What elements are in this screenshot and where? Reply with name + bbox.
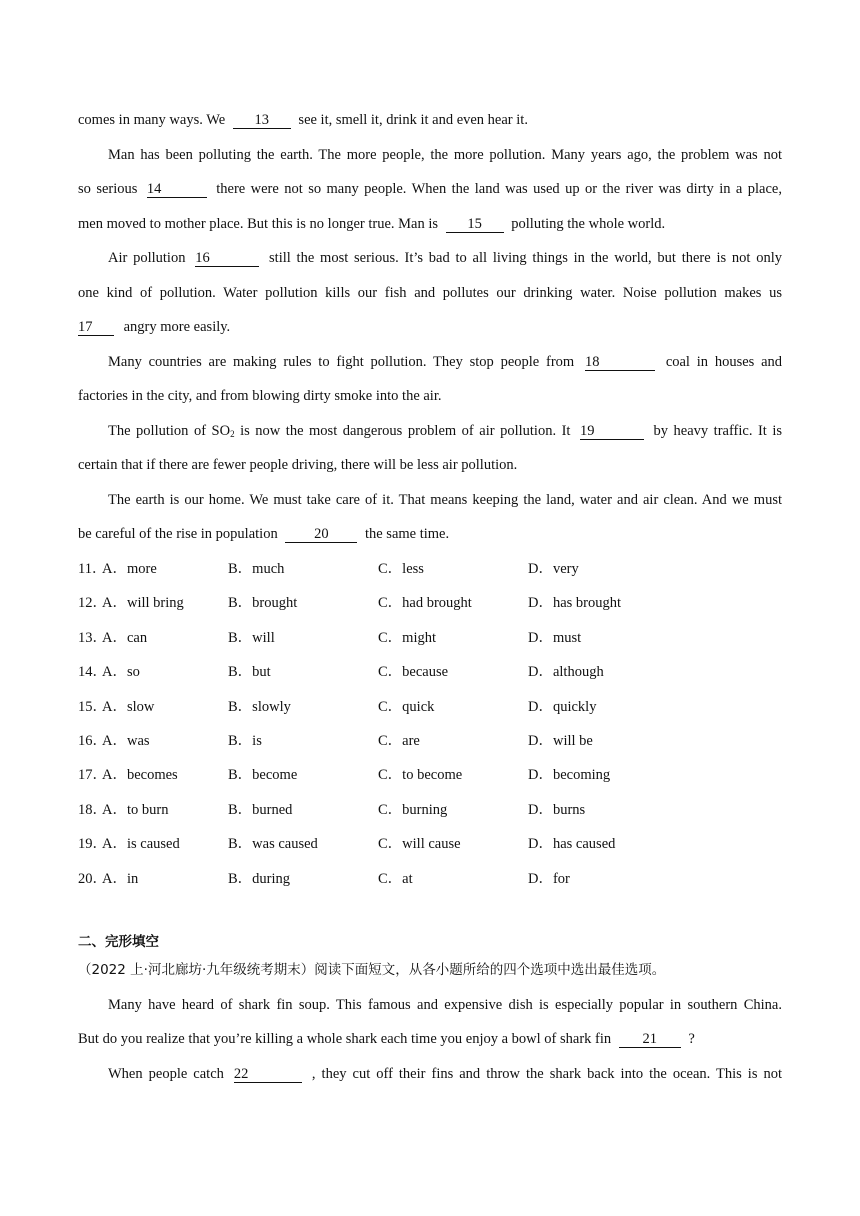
text: But do you realize that you’re killing a whole shark each time you enjoy a bowl of shark fin <box>78 1031 612 1047</box>
option-d[interactable]: D．very <box>528 561 579 577</box>
question-number: 15． <box>78 699 107 715</box>
option-a[interactable]: A．slow <box>102 699 155 715</box>
blank-19: 19 <box>580 423 644 440</box>
text: the same time. <box>364 526 450 542</box>
text: coal in houses and <box>665 354 783 370</box>
option-d[interactable]: D．becoming <box>528 767 611 783</box>
text: men moved to mother place. But this is no longer true. Man is <box>78 216 439 232</box>
question-number: 16． <box>78 733 107 749</box>
option-b[interactable]: B．slowly <box>228 699 291 715</box>
option-c[interactable]: C．quick <box>378 699 435 715</box>
passage-line <box>108 1064 782 1084</box>
option-b[interactable]: B．brought <box>228 595 298 611</box>
passage-line <box>78 524 782 544</box>
option-c[interactable]: C．because <box>378 664 449 680</box>
blank-13: 13 <box>233 112 291 129</box>
option-d[interactable]: D．burns <box>528 802 586 818</box>
text: by heavy traffic. It is <box>653 423 783 439</box>
option-d[interactable]: D．must <box>528 630 582 646</box>
blank-20: 20 <box>285 526 357 543</box>
passage-line: certain that if there are fewer people driving, there will be less air pollution. <box>78 457 518 473</box>
text: Many countries are making rules to fight pollution. They stop people from <box>108 354 575 370</box>
question-number: 20． <box>78 871 107 887</box>
option-c[interactable]: C．had brought <box>378 595 472 611</box>
question-number: 18． <box>78 802 107 818</box>
option-a[interactable]: A．more <box>102 561 157 577</box>
option-b[interactable]: B．during <box>228 871 291 887</box>
passage-line <box>108 421 782 444</box>
option-b[interactable]: B．but <box>228 664 271 680</box>
blank-21: 21 <box>619 1031 681 1048</box>
passage-line <box>78 110 782 130</box>
question-number: 13． <box>78 630 107 646</box>
blank-16: 16 <box>195 250 259 267</box>
option-b[interactable]: B．is <box>228 733 262 749</box>
text: still the most serious. It’s bad to all living things in the world, but there is not only <box>269 250 782 266</box>
option-c[interactable]: C．burning <box>378 802 448 818</box>
option-b[interactable]: B．much <box>228 561 285 577</box>
option-d[interactable]: D．for <box>528 871 570 887</box>
text: see it, smell it, drink it and even hear it. <box>298 112 528 128</box>
text: When people catch <box>108 1066 224 1082</box>
passage-line: Many have heard of shark fin soup. This famous and expensive dish is especially popular in southern China. <box>108 997 782 1013</box>
question-number: 11． <box>78 561 107 577</box>
text: Air pollution <box>108 250 186 266</box>
option-c[interactable]: C．are <box>378 733 420 749</box>
text: polluting the whole world. <box>511 216 666 232</box>
option-a[interactable]: A．will bring <box>102 595 184 611</box>
option-a[interactable]: A．is caused <box>102 836 180 852</box>
text: comes in many ways. We <box>78 112 226 128</box>
passage-line: factories in the city, and from blowing dirty smoke into the air. <box>78 388 442 404</box>
text: there were not so many people. When the land was used up or the river was dirty in a place, <box>216 181 782 197</box>
option-c[interactable]: C．will cause <box>378 836 461 852</box>
option-a[interactable]: A．to burn <box>102 802 169 818</box>
option-d[interactable]: D．has caused <box>528 836 616 852</box>
text: so serious <box>78 181 138 197</box>
option-d[interactable]: D．has brought <box>528 595 622 611</box>
question-number: 19． <box>78 836 107 852</box>
option-d[interactable]: D．although <box>528 664 604 680</box>
passage-line: one kind of pollution. Water pollution kills our fish and pollutes our drinking water. Noise pollution makes us <box>78 285 782 301</box>
option-a[interactable]: A．in <box>102 871 139 887</box>
text: is now the most dangerous problem of air pollution. It <box>240 423 571 439</box>
question-number: 17． <box>78 767 107 783</box>
text: be careful of the rise in population <box>78 526 278 542</box>
blank-22: 22 <box>234 1066 302 1083</box>
option-c[interactable]: C．might <box>378 630 437 646</box>
passage-line <box>108 352 782 372</box>
option-c[interactable]: C．to become <box>378 767 463 783</box>
option-b[interactable]: B．burned <box>228 802 293 818</box>
option-d[interactable]: D．will be <box>528 733 593 749</box>
blank-17: 17 <box>78 319 114 336</box>
passage-line <box>78 317 782 337</box>
option-a[interactable]: A．can <box>102 630 148 646</box>
question-number: 14． <box>78 664 107 680</box>
passage-line <box>78 179 782 199</box>
option-c[interactable]: C．less <box>378 561 424 577</box>
blank-18: 18 <box>585 354 655 371</box>
option-a[interactable]: A．was <box>102 733 150 749</box>
blank-15: 15 <box>446 216 504 233</box>
passage-line: The earth is our home. We must take care of it. That means keeping the land, water and air clean. And we must <box>108 492 782 508</box>
passage-line <box>78 214 782 234</box>
text: angry more easily. <box>123 319 231 335</box>
option-b[interactable]: B．was caused <box>228 836 318 852</box>
option-a[interactable]: A．so <box>102 664 140 680</box>
passage-line: Man has been polluting the earth. The more people, the more pollution. Many years ago, the problem was not <box>108 147 782 163</box>
blank-14: 14 <box>147 181 207 198</box>
question-number: 12． <box>78 595 107 611</box>
option-a[interactable]: A．becomes <box>102 767 178 783</box>
text: , they cut off their fins and throw the shark back into the ocean. This is not <box>311 1066 783 1082</box>
option-b[interactable]: B．will <box>228 630 275 646</box>
section-heading: 二、完形填空 <box>78 934 159 950</box>
option-c[interactable]: C．at <box>378 871 413 887</box>
source-line: （2022 上·河北廊坊·九年级统考期末）阅读下面短文，从各小题所给的四个选项中选出最佳选项。 <box>78 962 666 978</box>
text: The pollution of $SO_2$ <box>108 423 235 439</box>
text: ? <box>688 1031 695 1047</box>
option-d[interactable]: D．quickly <box>528 699 597 715</box>
passage-line <box>78 1029 782 1049</box>
passage-line <box>108 248 782 268</box>
option-b[interactable]: B．become <box>228 767 298 783</box>
